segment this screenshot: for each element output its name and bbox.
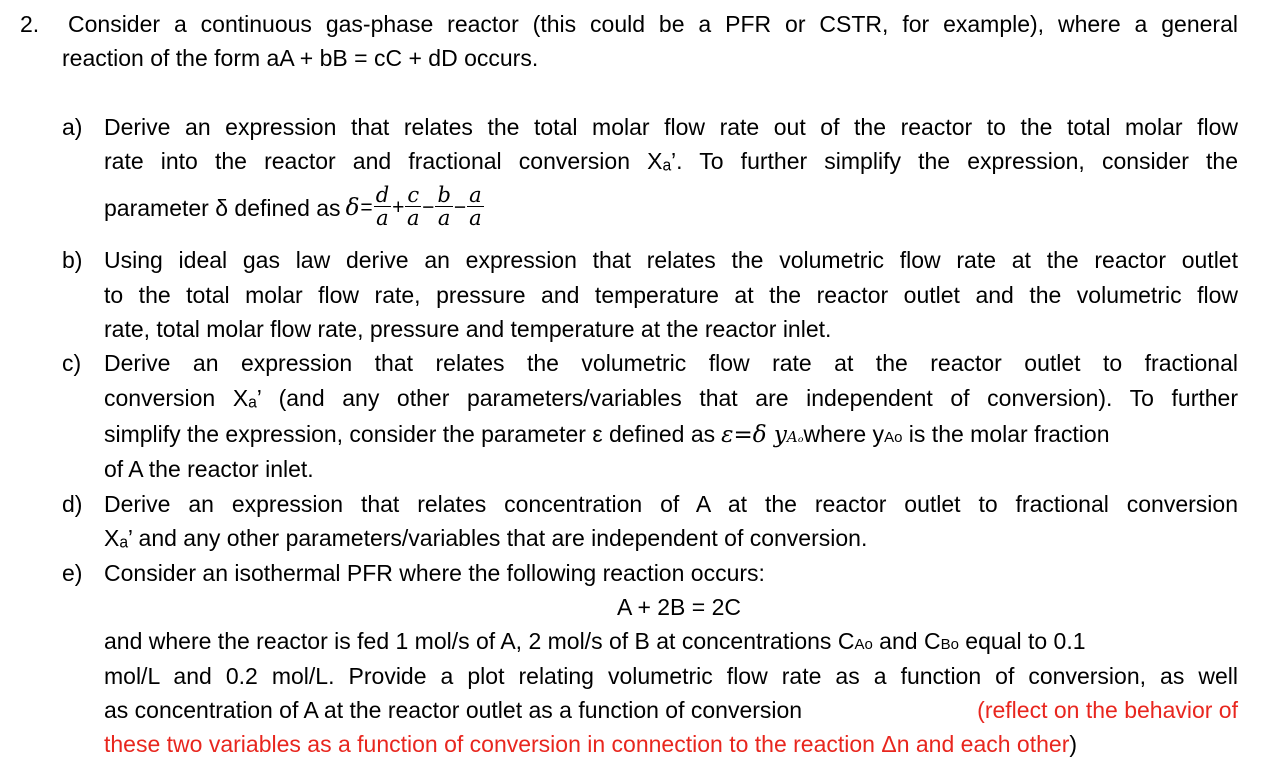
- part-c-line3-end: is the molar fraction: [902, 421, 1110, 447]
- frac-b-den: a: [437, 205, 451, 230]
- equals-sign: =: [360, 196, 373, 219]
- reaction-equation: A + 2B = 2C: [616, 594, 742, 620]
- part-d-line1: Derive an expression that relates concentration of A at the reactor outlet to fractional conversion: [104, 491, 1238, 517]
- fraction-a-over-a: [467, 184, 484, 229]
- frac-b-num: b: [437, 182, 451, 207]
- fraction-d-over-a: [374, 184, 391, 229]
- frac-d-num: d: [375, 182, 390, 207]
- part-e-line6: [104, 730, 1077, 758]
- cao-subscript: Ao: [854, 636, 873, 653]
- yao-subscript: Ao: [884, 429, 903, 446]
- minus-sign-1: −: [422, 196, 435, 219]
- part-a-line1: Derive an expression that relates the total molar flow rate out of the reactor to the total molar flow: [104, 114, 1238, 140]
- part-c-line3: [104, 420, 1238, 452]
- part-c-label: c): [62, 350, 82, 376]
- part-c-line4: of A the reactor inlet.: [104, 456, 314, 482]
- part-e-line6-red: these two variables as a function of conversion in connection to the reaction Δn and each other: [104, 731, 1070, 757]
- part-e-label: e): [62, 560, 83, 586]
- part-d-label: d): [62, 491, 83, 517]
- epsilon-equation: ε=δ y: [721, 422, 787, 448]
- minus-sign-2: −: [453, 196, 467, 219]
- frac-a-den: a: [469, 205, 482, 230]
- cbo-subscript: Bo: [940, 636, 959, 653]
- part-e-line3: [104, 627, 1238, 659]
- frac-c-num: c: [407, 182, 420, 207]
- part-b-line1: Using ideal gas law derive an expression that relates the volumetric flow rate at the reactor outlet: [104, 247, 1238, 273]
- frac-d-den: a: [376, 205, 389, 230]
- part-e-line4: mol/L and 0.2 mol/L. Provide a plot relating volumetric flow rate as a function of conversion, as well: [104, 663, 1238, 689]
- part-c-line1: Derive an expression that relates the volumetric flow rate at the reactor outlet to fractional: [104, 350, 1238, 376]
- part-b-line2: to the total molar flow rate, pressure and temperature at the reactor outlet and the volumetric flow: [104, 282, 1238, 308]
- delta-symbol: δ: [345, 195, 360, 221]
- epsilon-equation-subscript: Aₒ: [786, 428, 804, 446]
- part-e-line3-c: equal to 0.1: [958, 628, 1086, 654]
- part-a-line3: [104, 178, 484, 238]
- problem-intro-line1: Consider a continuous gas-phase reactor (this could be a PFR or CSTR, for example), where a general: [68, 11, 1238, 37]
- problem-intro-line2: reaction of the form aA + bB = cC + dD occurs.: [62, 45, 539, 71]
- part-b-line3: rate, total molar flow rate, pressure and temperature at the reactor inlet.: [104, 316, 832, 342]
- part-e-line5-red: (reflect on the behavior of: [977, 697, 1238, 723]
- part-c-line3-text: simplify the expression, consider the parameter ε defined as: [104, 421, 716, 447]
- part-e-line3-b: and C: [872, 628, 941, 654]
- part-a-label: a): [62, 114, 83, 140]
- fraction-c-over-a: [405, 184, 421, 229]
- part-b-label: b): [62, 247, 83, 273]
- part-c-line3-where: where y: [803, 421, 885, 447]
- frac-a-num: a: [469, 182, 482, 207]
- part-e-line3-a: and where the reactor is fed 1 mol/s of A, 2 mol/s of B at concentrations C: [104, 628, 855, 654]
- part-a-line2: rate into the reactor and fractional conversion Xₐ’. To further simplify the expression, consider the: [104, 148, 1238, 174]
- part-e-line5: [104, 696, 1238, 724]
- part-a-line3-text: parameter δ defined as: [104, 195, 341, 221]
- fraction-b-over-a: [435, 184, 452, 229]
- problem-number: 2.: [20, 11, 40, 37]
- part-e-line1: Consider an isothermal PFR where the following reaction occurs:: [104, 560, 765, 586]
- part-e-line6-close: ): [1069, 731, 1078, 757]
- part-c-line2: conversion Xₐ’ (and any other parameters/variables that are independent of conversion). To further: [104, 385, 1238, 411]
- frac-c-den: a: [407, 205, 420, 230]
- part-d-line2: Xₐ’ and any other parameters/variables that are independent of conversion.: [104, 525, 868, 551]
- plus-sign: +: [392, 196, 405, 219]
- part-e-line5-black: as concentration of A at the reactor outlet as a function of conversion: [104, 697, 803, 723]
